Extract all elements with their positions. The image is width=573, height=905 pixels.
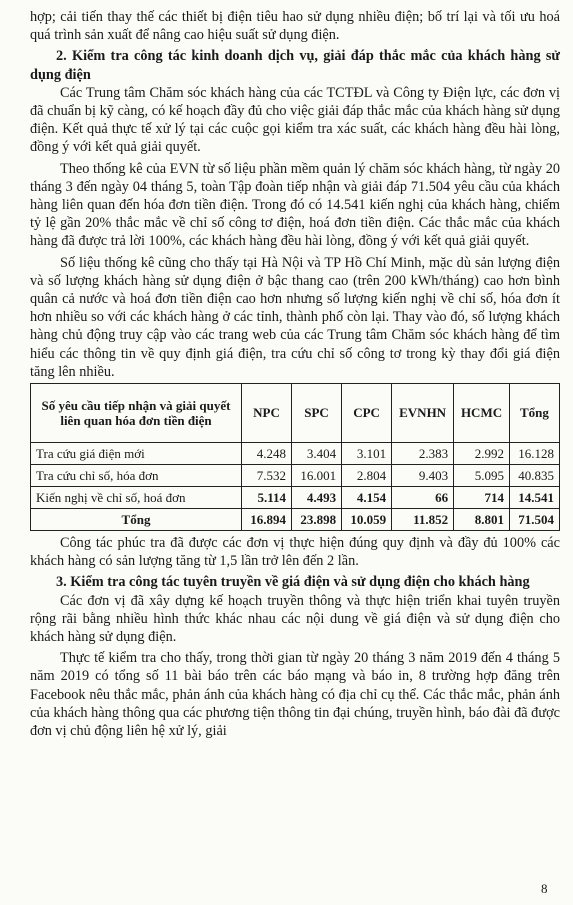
table-header-cell: Số yêu cầu tiếp nhận và giải quyết liên quan hóa đơn tiền điện: [31, 384, 242, 443]
paragraph-continued: hợp; cải tiến thay thế các thiết bị điện tiêu hao sử dụng nhiều điện; bố trí lại và tối ưu hoá quá trình sản xuất để nâng cao hiệu suất sử dụng điện.: [30, 9, 560, 44]
paragraph: Các Trung tâm Chăm sóc khách hàng của các TCTĐL và Công ty Điện lực, các đơn vị đã chuẩn bị kỹ càng, có kế hoạch đầy đủ cho việc giải đáp thắc mắc của khách hàng sử dụng điện. Kết quả thực tế xử lý tại các cuộc gọi kiểm tra xác suất, các khách hàng đều hài lòng, đồng ý với kết quả giải quyết.: [30, 84, 560, 156]
paragraph: Công tác phúc tra đã được các đơn vị thực hiện đúng quy định và đầy đủ 100% các khách hàng có sản lượng tăng từ 1,5 lần trở lên đến 2 lần.: [30, 535, 560, 570]
table-header-cell: Tổng: [509, 384, 559, 443]
table-cell: 5.095: [454, 465, 510, 487]
table-cell: 2.804: [342, 465, 392, 487]
table-cell: 16.894: [242, 509, 292, 531]
table-cell: 5.114: [242, 487, 292, 509]
table-cell: 714: [454, 487, 510, 509]
table-cell: Tra cứu giá điện mới: [31, 443, 242, 465]
page-number: 8: [541, 881, 548, 896]
table-cell: 4.154: [342, 487, 392, 509]
table-cell: 2.383: [392, 443, 454, 465]
table-cell: 23.898: [292, 509, 342, 531]
table-row: [31, 487, 560, 509]
table-row: [31, 443, 560, 465]
table-cell: Kiến nghị về chỉ số, hoá đơn: [31, 487, 242, 509]
section-heading-2: 2. Kiểm tra công tác kinh doanh dịch vụ, giải đáp thắc mắc của khách hàng sử dụng điện: [30, 48, 560, 83]
table-header-row: [31, 384, 560, 443]
table-cell: Tổng: [31, 509, 242, 531]
table-cell: 16.001: [292, 465, 342, 487]
paragraph: Thực tế kiểm tra cho thấy, trong thời gian từ ngày 20 tháng 3 năm 2019 đến 4 tháng 5 năm 2019 có tổng số 11 bài báo trên các báo mạng và báo in, 8 trường hợp đăng trên Facebook nêu thắc mắc, phản ánh của khách hàng có địa chỉ cụ thể. Các thắc mắc, phản ánh của khách hàng thông qua các phương tiện thông tin đại chúng, truyền hình, báo đài đã được đơn vị chủ động liên hệ xử lý, giải: [30, 650, 560, 740]
statistics-table: [30, 383, 560, 531]
table-header-cell: HCMC: [454, 384, 510, 443]
table-cell: 10.059: [342, 509, 392, 531]
paragraph: Số liệu thống kê cũng cho thấy tại Hà Nội và TP Hồ Chí Minh, mặc dù sản lượng điện và số lượng khách hàng sử dụng điện ở bậc thang cao (trên 200 kWh/tháng) cao hơn bình quân cả nước và hoá đơn tiền điện cao hơn nhưng số lượng kiến nghị về chỉ số, hóa đơn ít hơn nhiều so với các khách hàng ở các tỉnh, thành phố còn lại. Thay vào đó, số lượng khách hàng chủ động truy cập vào các trang web của các Trung tâm Chăm sóc khách hàng để tìm hiểu các thông tin về quy định giá điện, tra cứu chỉ số công tơ trong kỳ thay đổi giá điện tăng lên nhiều.: [30, 254, 560, 380]
table-cell: 3.101: [342, 443, 392, 465]
table-cell: 3.404: [292, 443, 342, 465]
paragraph: Các đơn vị đã xây dựng kế hoạch truyền thông và thực hiện triển khai tuyên truyền rộng rãi bằng nhiều hình thức khác nhau các nội dung về giá điện và sử dụng điện cho khách hàng sử dụng điện.: [30, 592, 560, 646]
table-cell: 4.248: [242, 443, 292, 465]
table-cell: 4.493: [292, 487, 342, 509]
table-row: [31, 465, 560, 487]
table-cell: 7.532: [242, 465, 292, 487]
table-cell: 40.835: [509, 465, 559, 487]
table-header-cell: NPC: [242, 384, 292, 443]
table-header-cell: CPC: [342, 384, 392, 443]
table-cell: 9.403: [392, 465, 454, 487]
paragraph: Theo thống kê của EVN từ số liệu phần mềm quản lý chăm sóc khách hàng, từ ngày 20 tháng 3 đến ngày 04 tháng 5, toàn Tập đoàn tiếp nhận và giải đáp 71.504 yêu cầu của khách hàng liên quan đến hóa đơn tiền điện. Trong đó có 14.541 kiến nghị của khách hàng, chiếm tỷ lệ gần 20% thắc mắc về chỉ số công tơ điện, hoá đơn tiền điện. Các thắc mắc của khách hàng đã được trả lời 100%, các khách hàng đều hài lòng, đồng ý với kết quả giải quyết.: [30, 160, 560, 250]
table-cell: 2.992: [454, 443, 510, 465]
table-cell: 11.852: [392, 509, 454, 531]
table-cell: 14.541: [509, 487, 559, 509]
table-header-cell: SPC: [292, 384, 342, 443]
table-cell: 8.801: [454, 509, 510, 531]
table-cell: 16.128: [509, 443, 559, 465]
section-heading-3: 3. Kiểm tra công tác tuyên truyền về giá điện và sử dụng điện cho khách hàng: [56, 574, 530, 591]
document-page: [30, 8, 560, 740]
table-total-row: [31, 509, 560, 531]
table-cell: 71.504: [509, 509, 559, 531]
table-cell: 66: [392, 487, 454, 509]
table-cell: Tra cứu chỉ số, hóa đơn: [31, 465, 242, 487]
table-header-cell: EVNHN: [392, 384, 454, 443]
